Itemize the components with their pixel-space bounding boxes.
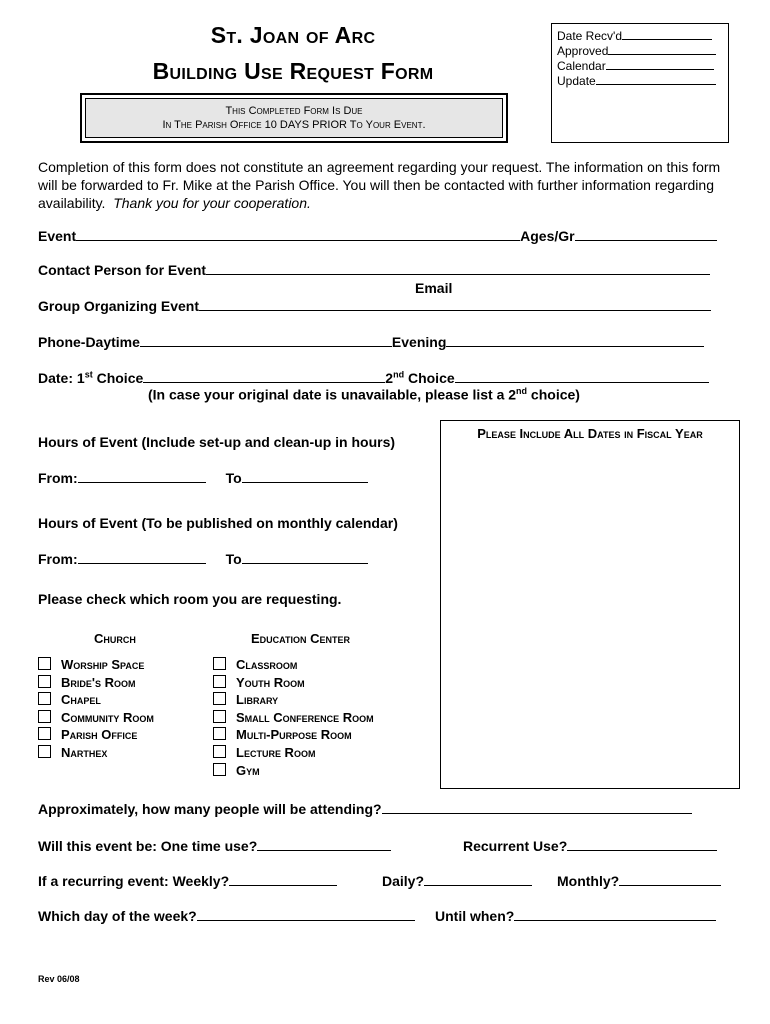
which-day-row — [38, 908, 415, 924]
calendar-line[interactable] — [606, 59, 714, 70]
date-received-line[interactable] — [622, 29, 712, 40]
monthly-row — [557, 873, 721, 889]
calendar-label: Calendar — [557, 59, 606, 73]
contact-line[interactable] — [206, 262, 710, 275]
checkbox[interactable] — [38, 657, 51, 670]
update-label: Update — [557, 74, 596, 88]
education-heading: Education Center — [251, 631, 351, 646]
evening-label: Evening — [391, 334, 447, 350]
date-second-label: 2nd Choice — [385, 369, 455, 386]
checkbox[interactable] — [38, 745, 51, 758]
recurrent-row — [463, 838, 717, 854]
intro-text: Completion of this form does not constitute an agreement regarding your request. The information on this form will be forwarded to Fr. Mike at the Parish Office. You will then be contacted with further information regarding availability. — [38, 159, 721, 211]
event-row — [38, 228, 717, 244]
date-row — [38, 369, 709, 386]
until-line[interactable] — [514, 908, 716, 921]
contact-row — [38, 262, 710, 278]
date-first-line[interactable] — [143, 370, 385, 383]
checkbox[interactable] — [213, 763, 226, 776]
group-line[interactable] — [199, 298, 711, 311]
intro-paragraph — [38, 158, 728, 212]
one-time-row — [38, 838, 391, 854]
contact-label: Contact Person for Event — [38, 262, 207, 278]
approved-line[interactable] — [608, 44, 716, 55]
attending-row — [38, 801, 692, 817]
one-time-label: Will this event be: One time use? — [38, 838, 258, 854]
to-line-2[interactable] — [242, 551, 368, 564]
weekly-row — [38, 873, 337, 889]
which-day-line[interactable] — [197, 908, 415, 921]
event-line[interactable] — [76, 228, 520, 241]
room-gym: Gym — [236, 762, 260, 778]
evening-line[interactable] — [446, 334, 704, 347]
room-lecture-room: Lecture Room — [236, 744, 316, 760]
to-line-1[interactable] — [242, 470, 368, 483]
room-classroom: Classroom — [236, 657, 298, 672]
due-notice-line2: In The Parish Office 10 DAYS PRIOR To Your Event. — [162, 119, 426, 131]
due-notice-line1: This Completed Form Is Due — [225, 105, 363, 117]
room-narthex: Narthex — [61, 744, 108, 760]
fiscal-year-label: Please Include All Dates in Fiscal Year — [477, 426, 703, 441]
daily-row — [382, 873, 532, 889]
ages-label: Ages/Gr — [520, 228, 575, 244]
office-use-box — [551, 23, 729, 143]
room-youth-room: Youth Room — [236, 674, 305, 690]
room-brides-room: Bride's Room — [61, 674, 136, 690]
phone-daytime-label: Phone-Daytime — [38, 334, 140, 350]
checkbox[interactable] — [38, 692, 51, 705]
checkbox[interactable] — [213, 710, 226, 723]
to-label: To — [225, 470, 242, 486]
date-received-label: Date Recv'd — [557, 29, 622, 43]
hours-published-label: Hours of Event (To be published on monthly calendar) — [38, 515, 398, 531]
from-label: From: — [38, 470, 78, 486]
recurrent-line[interactable] — [567, 838, 717, 851]
fiscal-year-dates-box[interactable] — [440, 420, 740, 789]
update-line[interactable] — [596, 74, 716, 85]
room-multi-purpose: Multi-Purpose Room — [236, 727, 352, 743]
date-note: (In case your original date is unavailable, please list a 2nd choice) — [148, 386, 580, 403]
form-title-line1: St. Joan of Arc — [210, 22, 376, 48]
from-line-1[interactable] — [78, 470, 206, 483]
room-worship-space: Worship Space — [61, 657, 145, 672]
room-library: Library — [236, 692, 279, 708]
until-label: Until when? — [435, 908, 515, 924]
hours-setup-label: Hours of Event (Include set-up and clean-up in hours) — [38, 434, 396, 450]
until-row — [435, 908, 716, 924]
checkbox[interactable] — [213, 657, 226, 670]
room-chapel: Chapel — [61, 692, 101, 708]
attending-line[interactable] — [382, 801, 692, 814]
intro-thanks: Thank you for your cooperation. — [113, 195, 311, 211]
from-line-2[interactable] — [78, 551, 206, 564]
check-room-label: Please check which room you are requesting. — [38, 591, 342, 607]
checkbox[interactable] — [38, 727, 51, 740]
due-notice-box — [80, 93, 508, 143]
email-label: Email — [415, 280, 453, 296]
group-row — [38, 298, 711, 314]
church-heading: Church — [94, 631, 136, 646]
group-label: Group Organizing Event — [38, 298, 200, 314]
phone-row — [38, 334, 704, 350]
hours-published-row — [38, 551, 368, 567]
one-time-line[interactable] — [257, 838, 391, 851]
education-room-list — [213, 656, 374, 779]
attending-label: Approximately, how many people will be attending? — [38, 801, 382, 817]
recurrent-label: Recurrent Use? — [463, 838, 568, 854]
to-label-2: To — [225, 551, 242, 567]
event-label: Event — [38, 228, 77, 244]
checkbox[interactable] — [213, 745, 226, 758]
room-parish-office: Parish Office — [61, 727, 138, 743]
from-label-2: From: — [38, 551, 78, 567]
weekly-line[interactable] — [229, 873, 337, 886]
room-small-conference: Small Conference Room — [236, 709, 374, 725]
date-first-label: Date: 1st Choice — [38, 369, 144, 386]
checkbox[interactable] — [38, 710, 51, 723]
form-title-line2: Building Use Request Form — [152, 58, 434, 84]
daily-label: Daily? — [382, 873, 425, 889]
room-community-room: Community Room — [61, 709, 154, 725]
which-day-label: Which day of the week? — [38, 908, 197, 924]
checkbox[interactable] — [213, 692, 226, 705]
checkbox[interactable] — [38, 675, 51, 688]
hours-setup-row — [38, 470, 368, 486]
monthly-label: Monthly? — [557, 873, 620, 889]
checkbox[interactable] — [213, 675, 226, 688]
phone-daytime-line[interactable] — [140, 334, 392, 347]
weekly-label: If a recurring event: Weekly? — [38, 873, 230, 889]
checkbox[interactable] — [213, 727, 226, 740]
revision-label: Rev 06/08 — [38, 974, 80, 984]
ages-line[interactable] — [575, 228, 717, 241]
approved-label: Approved — [557, 44, 609, 58]
daily-line[interactable] — [424, 873, 532, 886]
date-second-line[interactable] — [455, 370, 709, 383]
church-room-list — [38, 656, 154, 762]
monthly-line[interactable] — [619, 873, 721, 886]
